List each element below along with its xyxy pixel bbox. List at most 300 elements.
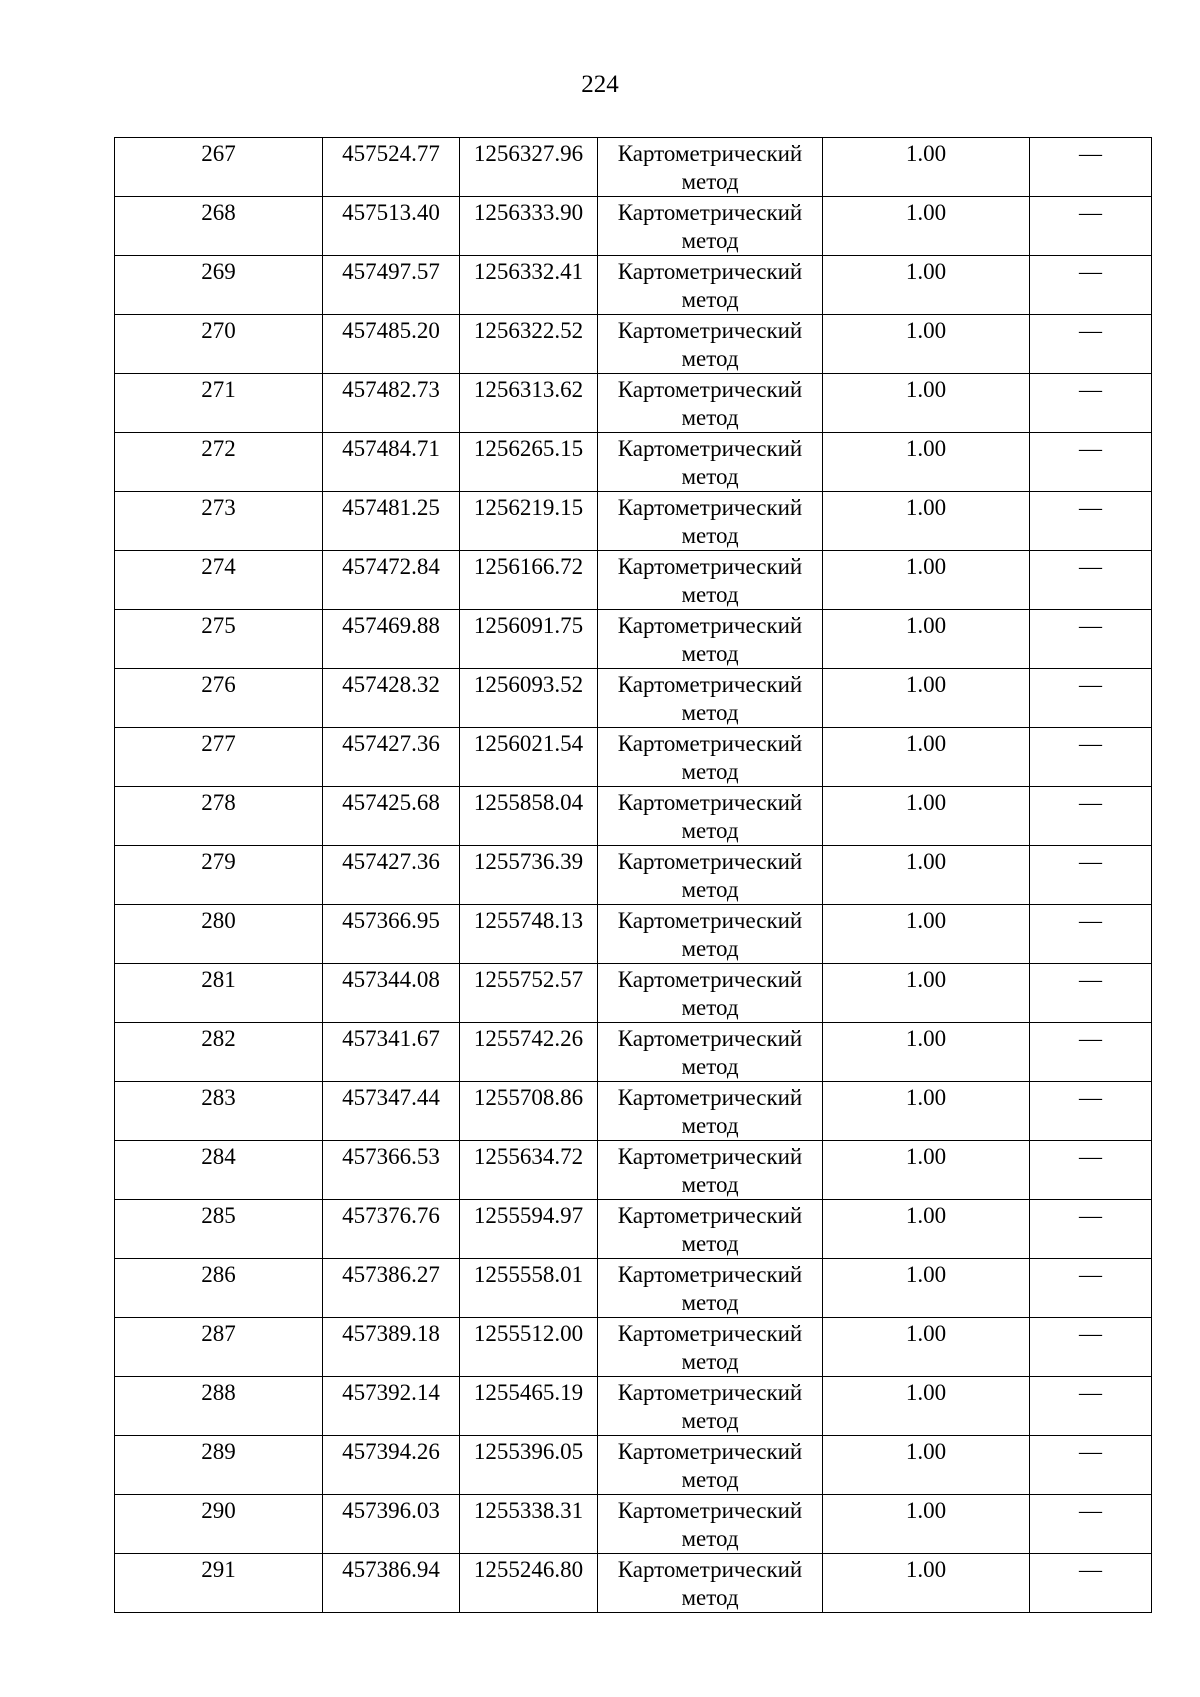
method: Картометрический метод [617,141,803,194]
point-number: 273 [201,495,236,520]
point-number-cell [115,1318,323,1377]
table-row [115,964,1152,1023]
x-coordinate: 457428.32 [342,672,440,697]
x-coordinate: 457469.88 [342,613,440,638]
note: — [1079,672,1102,697]
note-cell [1030,1141,1152,1200]
x-coordinate-cell [323,315,460,374]
y-coordinate-cell [460,1259,598,1318]
y-coordinate-cell [460,1318,598,1377]
method-cell [598,492,823,551]
accuracy: 1.00 [905,1262,947,1287]
note: — [1079,495,1102,520]
x-coordinate-cell [323,1200,460,1259]
x-coordinate-cell [323,1082,460,1141]
x-coordinate: 457472.84 [342,554,440,579]
accuracy: 1.00 [905,141,947,166]
accuracy: 1.00 [905,1026,947,1051]
note: — [1079,849,1102,874]
note-cell [1030,1377,1152,1436]
point-number-cell [115,374,323,433]
point-number: 270 [201,318,236,343]
method: Картометрический метод [617,790,803,843]
y-coordinate: 1256093.52 [473,672,584,697]
note-cell [1030,551,1152,610]
method-cell [598,433,823,492]
note: — [1079,1380,1102,1405]
accuracy-cell [823,1436,1030,1495]
y-coordinate: 1256091.75 [473,613,584,638]
accuracy: 1.00 [905,1380,947,1405]
accuracy-cell [823,1377,1030,1436]
note-cell [1030,1318,1152,1377]
y-coordinate: 1256327.96 [473,141,584,166]
accuracy-cell [823,315,1030,374]
x-coordinate: 457344.08 [342,967,440,992]
method: Картометрический метод [617,849,803,902]
method: Картометрический метод [617,731,803,784]
accuracy: 1.00 [905,1498,947,1523]
point-number: 281 [201,967,236,992]
note: — [1079,377,1102,402]
method: Картометрический метод [617,318,803,371]
accuracy-cell [823,669,1030,728]
x-coordinate: 457485.20 [342,318,440,343]
x-coordinate-cell [323,728,460,787]
x-coordinate-cell [323,1023,460,1082]
accuracy: 1.00 [905,790,947,815]
method: Картометрический метод [617,200,803,253]
note: — [1079,436,1102,461]
y-coordinate-cell [460,1082,598,1141]
note-cell [1030,669,1152,728]
note: — [1079,1085,1102,1110]
note-cell [1030,728,1152,787]
x-coordinate-cell [323,964,460,1023]
y-coordinate: 1256021.54 [473,731,584,756]
note-cell [1030,846,1152,905]
note-cell [1030,1023,1152,1082]
y-coordinate: 1256166.72 [473,554,584,579]
method-cell [598,1318,823,1377]
method: Картометрический метод [617,967,803,1020]
point-number-cell [115,905,323,964]
x-coordinate: 457386.94 [342,1557,440,1582]
y-coordinate: 1255558.01 [473,1262,584,1287]
table-row [115,1377,1152,1436]
y-coordinate-cell [460,256,598,315]
table-row [115,1495,1152,1554]
point-number-cell [115,256,323,315]
method-cell [598,1377,823,1436]
method-cell [598,197,823,256]
point-number-cell [115,1377,323,1436]
table-row [115,1023,1152,1082]
table-row [115,1259,1152,1318]
method: Картометрический метод [617,672,803,725]
method: Картометрический метод [617,1557,803,1610]
x-coordinate: 457394.26 [342,1439,440,1464]
method: Картометрический метод [617,436,803,489]
x-coordinate-cell [323,787,460,846]
note: — [1079,259,1102,284]
accuracy: 1.00 [905,495,947,520]
y-coordinate-cell [460,1377,598,1436]
y-coordinate-cell [460,669,598,728]
note-cell [1030,610,1152,669]
point-number-cell [115,1082,323,1141]
accuracy-cell [823,1200,1030,1259]
x-coordinate: 457481.25 [342,495,440,520]
x-coordinate: 457524.77 [342,141,440,166]
point-number: 288 [201,1380,236,1405]
y-coordinate: 1255396.05 [473,1439,584,1464]
note: — [1079,1498,1102,1523]
note-cell [1030,905,1152,964]
x-coordinate-cell [323,197,460,256]
point-number: 285 [201,1203,236,1228]
point-number-cell [115,1259,323,1318]
x-coordinate: 457427.36 [342,731,440,756]
method-cell [598,1554,823,1613]
y-coordinate: 1255512.00 [473,1321,584,1346]
note-cell [1030,1554,1152,1613]
x-coordinate-cell [323,1377,460,1436]
method: Картометрический метод [617,1262,803,1315]
y-coordinate: 1255736.39 [473,849,584,874]
method-cell [598,669,823,728]
method: Картометрический метод [617,1380,803,1433]
y-coordinate: 1256322.52 [473,318,584,343]
y-coordinate-cell [460,905,598,964]
accuracy-cell [823,138,1030,197]
x-coordinate: 457484.71 [342,436,440,461]
accuracy-cell [823,1554,1030,1613]
y-coordinate: 1256265.15 [473,436,584,461]
point-number-cell [115,846,323,905]
point-number-cell [115,433,323,492]
y-coordinate-cell [460,1554,598,1613]
point-number: 289 [201,1439,236,1464]
accuracy: 1.00 [905,1203,947,1228]
method-cell [598,1023,823,1082]
method: Картометрический метод [617,1321,803,1374]
x-coordinate: 457347.44 [342,1085,440,1110]
accuracy: 1.00 [905,436,947,461]
note-cell [1030,374,1152,433]
x-coordinate: 457389.18 [342,1321,440,1346]
y-coordinate: 1255752.57 [473,967,584,992]
x-coordinate: 457427.36 [342,849,440,874]
x-coordinate: 457386.27 [342,1262,440,1287]
table-row [115,1318,1152,1377]
method-cell [598,905,823,964]
method: Картометрический метод [617,377,803,430]
point-number-cell [115,1200,323,1259]
note: — [1079,1262,1102,1287]
accuracy: 1.00 [905,672,947,697]
x-coordinate-cell [323,846,460,905]
method-cell [598,256,823,315]
point-number-cell [115,787,323,846]
point-number: 282 [201,1026,236,1051]
table-row [115,315,1152,374]
method-cell [598,1495,823,1554]
method: Картометрический метод [617,1085,803,1138]
x-coordinate-cell [323,433,460,492]
point-number-cell [115,669,323,728]
method-cell [598,315,823,374]
accuracy: 1.00 [905,613,947,638]
point-number-cell [115,197,323,256]
x-coordinate-cell [323,138,460,197]
point-number: 278 [201,790,236,815]
note-cell [1030,1200,1152,1259]
y-coordinate-cell [460,610,598,669]
y-coordinate-cell [460,964,598,1023]
y-coordinate: 1255594.97 [473,1203,584,1228]
note-cell [1030,197,1152,256]
table-row [115,551,1152,610]
note: — [1079,908,1102,933]
accuracy-cell [823,1495,1030,1554]
table-row [115,492,1152,551]
y-coordinate: 1255708.86 [473,1085,584,1110]
table-row [115,610,1152,669]
x-coordinate: 457497.57 [342,259,440,284]
point-number-cell [115,728,323,787]
accuracy: 1.00 [905,849,947,874]
table-row [115,905,1152,964]
note-cell [1030,433,1152,492]
point-number: 274 [201,554,236,579]
table-row [115,846,1152,905]
method: Картометрический метод [617,1498,803,1551]
point-number-cell [115,1141,323,1200]
table-row [115,787,1152,846]
note-cell [1030,1082,1152,1141]
note: — [1079,731,1102,756]
accuracy: 1.00 [905,318,947,343]
accuracy: 1.00 [905,1557,947,1582]
y-coordinate-cell [460,1023,598,1082]
point-number: 272 [201,436,236,461]
note-cell [1030,315,1152,374]
table-row [115,138,1152,197]
point-number: 280 [201,908,236,933]
note-cell [1030,1495,1152,1554]
x-coordinate: 457482.73 [342,377,440,402]
note-cell [1030,138,1152,197]
point-number: 269 [201,259,236,284]
y-coordinate: 1256313.62 [473,377,584,402]
point-number-cell [115,315,323,374]
y-coordinate: 1255338.31 [473,1498,584,1523]
point-number-cell [115,610,323,669]
method-cell [598,787,823,846]
method: Картометрический метод [617,1439,803,1492]
accuracy-cell [823,728,1030,787]
point-number-cell [115,1554,323,1613]
x-coordinate-cell [323,1318,460,1377]
point-number-cell [115,138,323,197]
table-row [115,1200,1152,1259]
accuracy: 1.00 [905,200,947,225]
note-cell [1030,964,1152,1023]
accuracy-cell [823,492,1030,551]
method-cell [598,964,823,1023]
y-coordinate-cell [460,551,598,610]
accuracy-cell [823,1082,1030,1141]
point-number-cell [115,492,323,551]
point-number: 286 [201,1262,236,1287]
accuracy: 1.00 [905,259,947,284]
method: Картометрический метод [617,1026,803,1079]
method: Картометрический метод [617,1203,803,1256]
note-cell [1030,787,1152,846]
accuracy-cell [823,1259,1030,1318]
x-coordinate-cell [323,905,460,964]
x-coordinate: 457341.67 [342,1026,440,1051]
note: — [1079,1144,1102,1169]
method-cell [598,846,823,905]
accuracy-cell [823,846,1030,905]
method-cell [598,1141,823,1200]
note: — [1079,1026,1102,1051]
accuracy: 1.00 [905,554,947,579]
x-coordinate-cell [323,1554,460,1613]
point-number: 290 [201,1498,236,1523]
point-number: 283 [201,1085,236,1110]
y-coordinate-cell [460,1200,598,1259]
table-row [115,256,1152,315]
y-coordinate-cell [460,492,598,551]
y-coordinate-cell [460,1495,598,1554]
accuracy-cell [823,1023,1030,1082]
point-number: 291 [201,1557,236,1582]
accuracy-cell [823,374,1030,433]
method-cell [598,1082,823,1141]
point-number: 268 [201,200,236,225]
point-number: 279 [201,849,236,874]
coordinates-table [114,137,1152,1613]
x-coordinate: 457425.68 [342,790,440,815]
x-coordinate-cell [323,551,460,610]
accuracy: 1.00 [905,1085,947,1110]
y-coordinate: 1255748.13 [473,908,584,933]
table-row [115,728,1152,787]
accuracy-cell [823,551,1030,610]
point-number-cell [115,1495,323,1554]
y-coordinate: 1255634.72 [473,1144,584,1169]
y-coordinate-cell [460,315,598,374]
note: — [1079,1203,1102,1228]
note-cell [1030,492,1152,551]
table-row [115,1436,1152,1495]
y-coordinate-cell [460,787,598,846]
method-cell [598,551,823,610]
table-row [115,433,1152,492]
accuracy: 1.00 [905,377,947,402]
note: — [1079,554,1102,579]
coordinates-table-body [115,138,1152,1613]
point-number: 267 [201,141,236,166]
y-coordinate: 1255465.19 [473,1380,584,1405]
table-row [115,1141,1152,1200]
method-cell [598,610,823,669]
x-coordinate-cell [323,669,460,728]
y-coordinate-cell [460,433,598,492]
note: — [1079,141,1102,166]
table-row [115,1554,1152,1613]
accuracy: 1.00 [905,1439,947,1464]
x-coordinate: 457396.03 [342,1498,440,1523]
x-coordinate-cell [323,1495,460,1554]
x-coordinate-cell [323,1436,460,1495]
accuracy: 1.00 [905,1144,947,1169]
table-row [115,669,1152,728]
y-coordinate-cell [460,1436,598,1495]
note: — [1079,200,1102,225]
method: Картометрический метод [617,554,803,607]
x-coordinate-cell [323,1141,460,1200]
note: — [1079,1557,1102,1582]
note: — [1079,967,1102,992]
method: Картометрический метод [617,613,803,666]
method: Картометрический метод [617,908,803,961]
x-coordinate-cell [323,610,460,669]
point-number: 276 [201,672,236,697]
accuracy-cell [823,433,1030,492]
accuracy-cell [823,256,1030,315]
point-number: 277 [201,731,236,756]
x-coordinate: 457376.76 [342,1203,440,1228]
table-row [115,1082,1152,1141]
table-row [115,374,1152,433]
y-coordinate: 1255246.80 [473,1557,584,1582]
point-number: 287 [201,1321,236,1346]
y-coordinate: 1256332.41 [473,259,584,284]
y-coordinate-cell [460,846,598,905]
point-number-cell [115,1023,323,1082]
method-cell [598,1259,823,1318]
note-cell [1030,1436,1152,1495]
accuracy-cell [823,197,1030,256]
point-number: 275 [201,613,236,638]
accuracy-cell [823,610,1030,669]
y-coordinate-cell [460,374,598,433]
y-coordinate: 1255858.04 [473,790,584,815]
accuracy-cell [823,905,1030,964]
y-coordinate-cell [460,728,598,787]
method-cell [598,138,823,197]
y-coordinate-cell [460,138,598,197]
point-number-cell [115,551,323,610]
page-number: 224 [581,71,619,98]
x-coordinate: 457366.53 [342,1144,440,1169]
y-coordinate: 1256219.15 [473,495,584,520]
accuracy-cell [823,1141,1030,1200]
note-cell [1030,256,1152,315]
method-cell [598,1436,823,1495]
y-coordinate: 1256333.90 [473,200,584,225]
table-row [115,197,1152,256]
y-coordinate: 1255742.26 [473,1026,584,1051]
accuracy: 1.00 [905,1321,947,1346]
y-coordinate-cell [460,197,598,256]
accuracy-cell [823,1318,1030,1377]
method-cell [598,374,823,433]
